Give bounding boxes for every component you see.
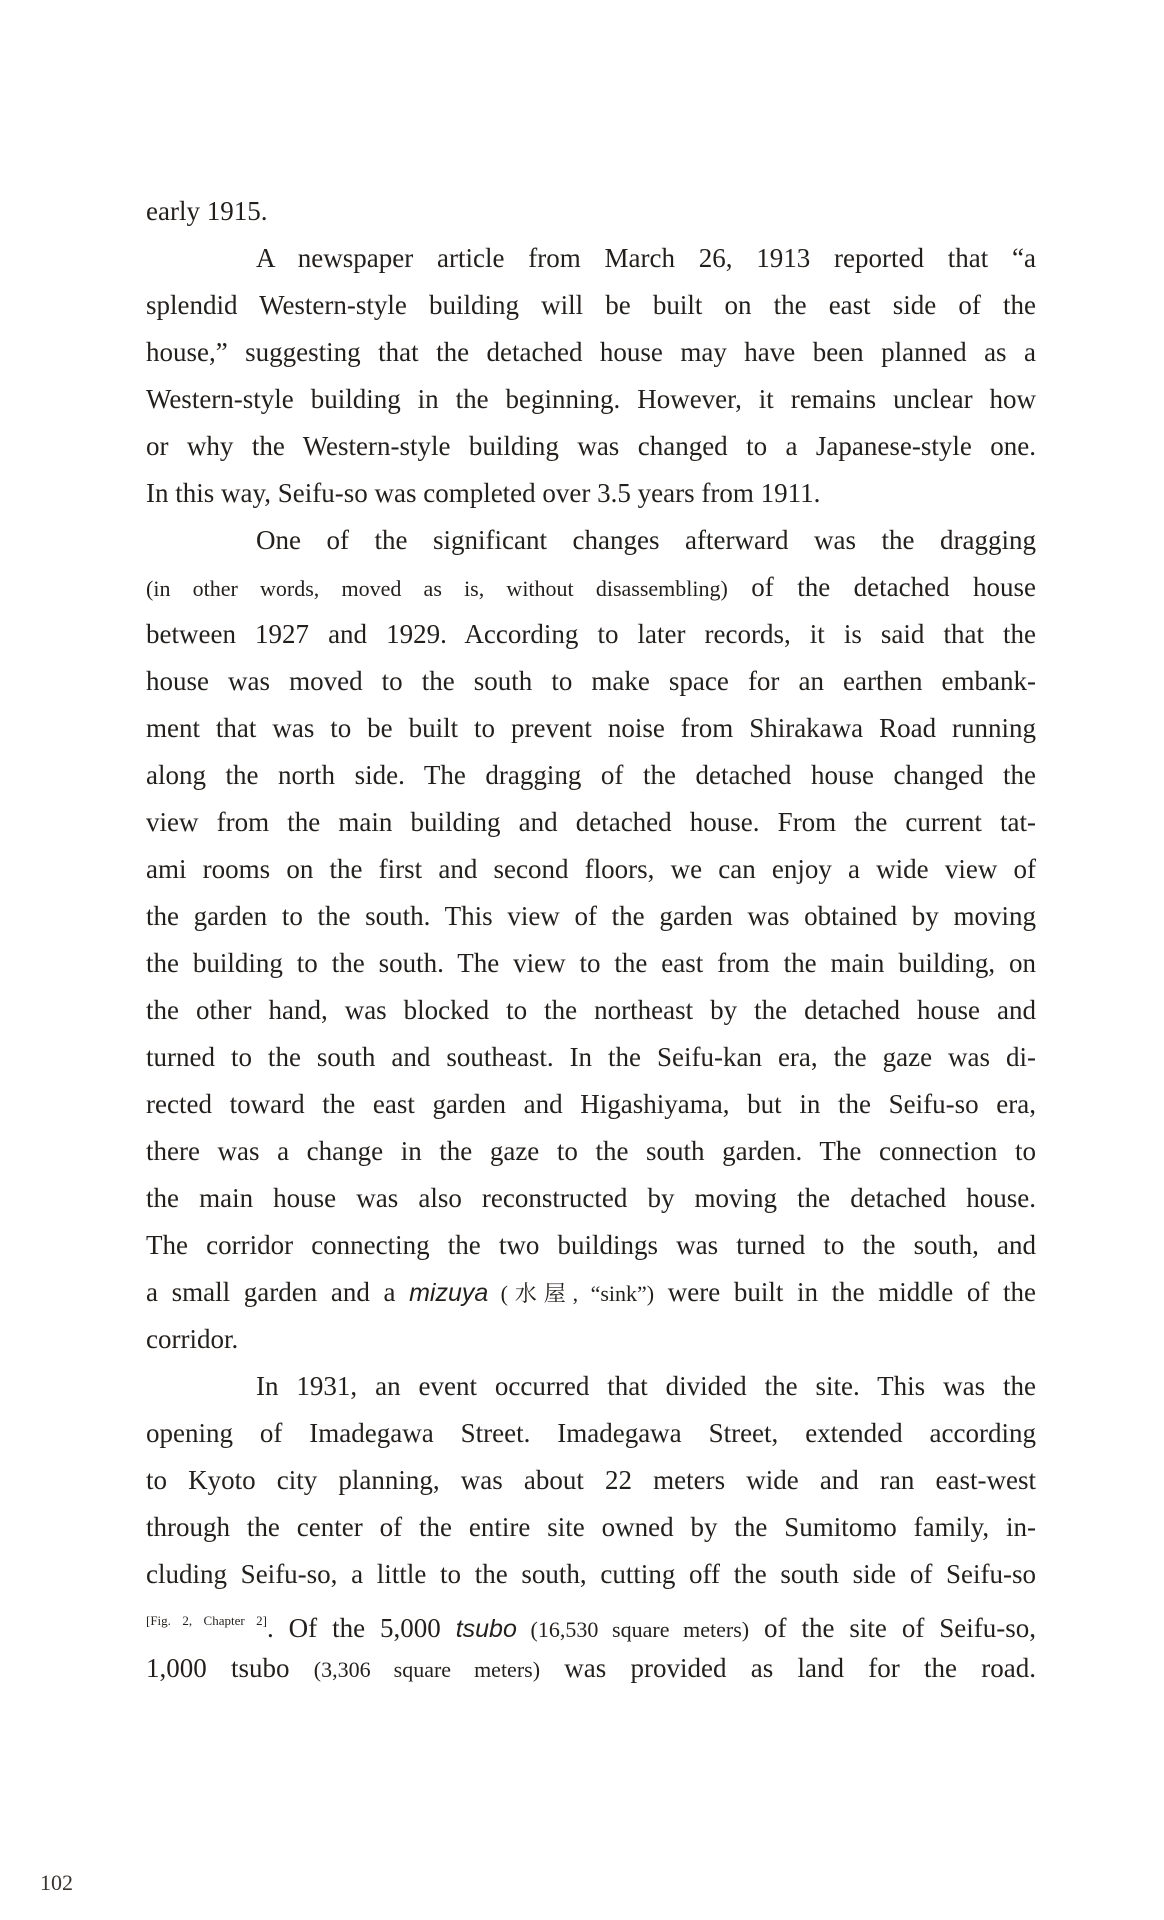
text-line: the building to the south. The view to the east from the main building, on (146, 948, 1036, 978)
text-line: turned to the south and southeast. In the Seifu-kan era, the gaze was di- (146, 1042, 1036, 1072)
text-line: The corridor connecting the two buildings was turned to the south, and (146, 1230, 1036, 1260)
text-line: a small garden and a mizuya (水屋, “sink”) were built in the middle of the (146, 1277, 1037, 1307)
text-line: to Kyoto city planning, was about 22 meters wide and ran east-west (146, 1465, 1036, 1495)
text-line: between 1927 and 1929. According to later records, it is said that the (146, 619, 1036, 649)
paragraph-first-line: In 1931, an event occurred that divided the site. This was the (256, 1371, 1036, 1401)
paragraph-first-line: One of the significant changes afterward was the dragging (256, 525, 1036, 555)
italic-term: mizuya (409, 1279, 489, 1307)
text-line: the other hand, was blocked to the northeast by the detached house and (146, 995, 1036, 1025)
text-line: 1,000 tsubo (3,306 square meters) was provided as land for the road. (146, 1653, 1036, 1683)
text-line: [Fig. 2, Chapter 2]. Of the 5,000 tsubo (16,530 square meters) of the site of Seifu-so, (146, 1613, 1037, 1643)
text-line: Western-style building in the beginning. However, it remains unclear how (146, 384, 1036, 414)
text-line: ami rooms on the first and second floors, we can enjoy a wide view of (146, 854, 1036, 884)
body-text (146, 190, 1036, 1694)
parenthetical-note: (水屋, “sink”) (488, 1281, 655, 1306)
text-line: house was moved to the south to make space for an earthen embank- (146, 666, 1036, 696)
text-line: rected toward the east garden and Higashiyama, but in the Seifu-so era, (146, 1089, 1036, 1119)
text-line: there was a change in the gaze to the south garden. The connection to (146, 1136, 1036, 1166)
text-line: the garden to the south. This view of the garden was obtained by moving (146, 901, 1036, 931)
figure-reference: [Fig. 2, Chapter 2] (146, 1613, 267, 1628)
text-line: cluding Seifu-so, a little to the south, cutting off the south side of Seifu-so (146, 1559, 1036, 1589)
text-line: through the center of the entire site owned by the Sumitomo family, in- (146, 1512, 1036, 1542)
text-line: (in other words, moved as is, without disassembling) of the detached house (146, 572, 1037, 602)
parenthetical-note: (16,530 square meters) (516, 1617, 750, 1642)
text-line: or why the Western-style building was changed to a Japanese-style one. (146, 431, 1036, 461)
text-line: the main house was also reconstructed by moving the detached house. (146, 1183, 1036, 1213)
text-line: early 1915. (146, 196, 268, 226)
paragraph-first-line: A newspaper article from March 26, 1913 reported that “a (256, 243, 1036, 273)
parenthetical-note: (3,306 square meters) (313, 1657, 541, 1682)
text-line: In this way, Seifu-so was completed over 3.5 years from 1911. (146, 478, 821, 508)
text-line: view from the main building and detached house. From the current tat- (146, 807, 1036, 837)
page-number: 102 (40, 1870, 73, 1895)
italic-term: tsubo (455, 1615, 517, 1643)
text-line: opening of Imadegawa Street. Imadegawa Street, extended according (146, 1418, 1036, 1448)
text-line: splendid Western-style building will be built on the east side of the (146, 290, 1036, 320)
text-line: along the north side. The dragging of the detached house changed the (146, 760, 1036, 790)
parenthetical-note: (in other words, moved as is, without disassembling) (146, 576, 728, 601)
text-line: house,” suggesting that the detached house may have been planned as a (146, 337, 1036, 367)
text-line: ment that was to be built to prevent noise from Shirakawa Road running (146, 713, 1036, 743)
text-line: corridor. (146, 1324, 239, 1354)
